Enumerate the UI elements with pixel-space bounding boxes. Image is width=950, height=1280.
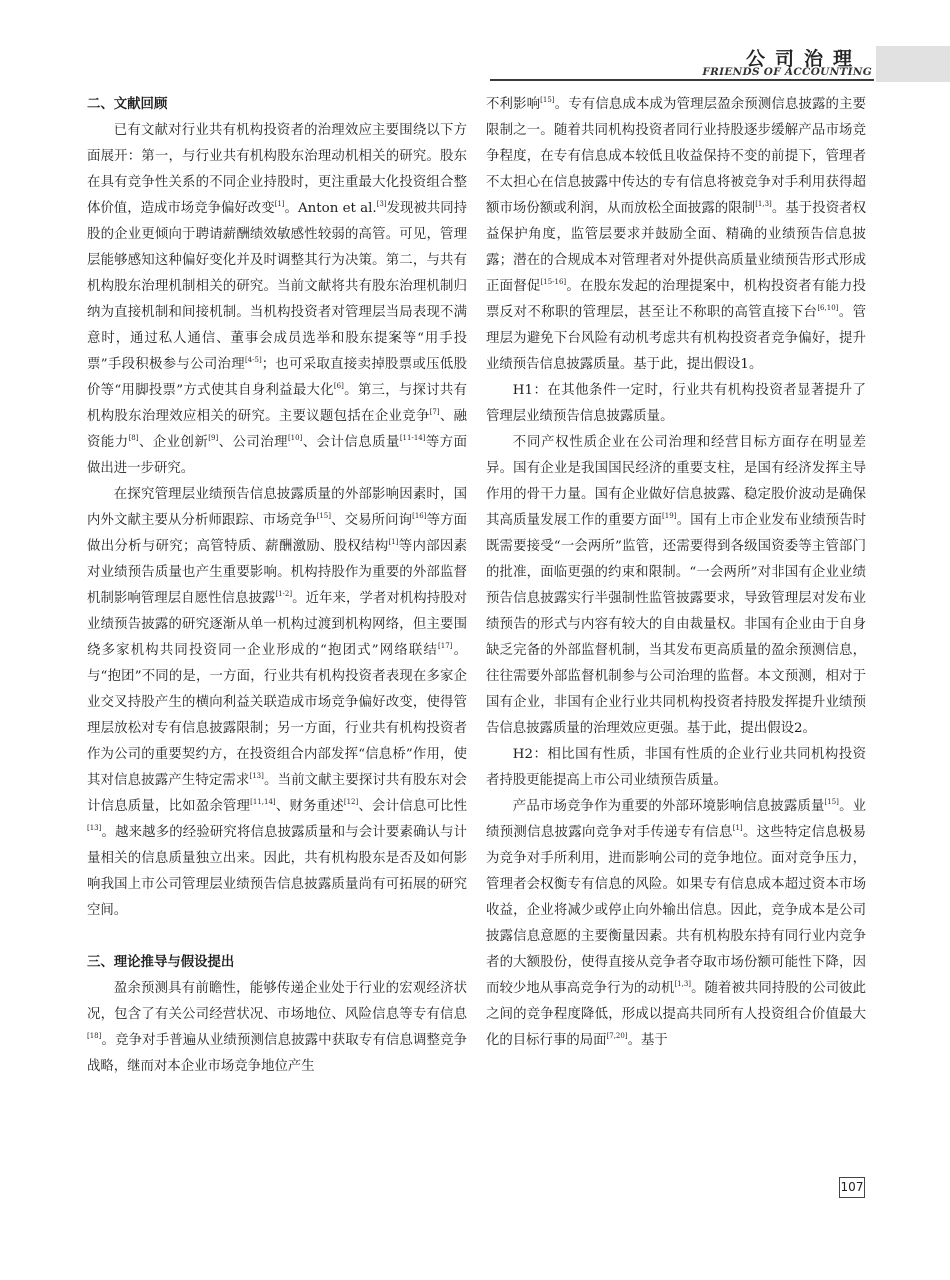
- text-run: 不利影响: [486, 97, 541, 112]
- paragraph: [87, 118, 467, 482]
- text-run: 。专有信息成本成为管理层盈余预测信息披露的主要限制之一。随着共同机构投资者同行业持股逐步缓解产品市场竞争程度，在专有信息成本较低且收益保持不变的前提下，管理者不太担心在信息披露中传达的专有信息将被竞争对手利用获得超额市场份额或利润，从而放松全面披露的限制: [486, 97, 867, 216]
- text-run: 。当前文献主要探讨共有股东对会计信息质量，比如盈余管理: [87, 773, 467, 814]
- section-heading: 三、理论推导与假设提出: [87, 955, 235, 970]
- citation: [18]: [87, 1032, 102, 1040]
- text-run: 不同产权性质企业在公司治理和经营目标方面存在明显差异。国有企业是我国国民经济的重要支柱，是国有经济发挥主导作用的骨干力量。国有企业做好信息披露、稳定股价波动是确保其高质量发展工作的重要方面: [486, 435, 866, 528]
- text-run: 。越来越多的经验研究将信息披露质量和与会计要素确认与计量相关的信息质量独立出来。因此，共有机构股东是否及如何影响我国上市公司管理层业绩预告信息披露质量尚有可拓展的研究空间。: [87, 825, 467, 918]
- citation: [1]: [732, 824, 743, 832]
- citation: [1,3]: [755, 200, 772, 208]
- paragraph: [486, 378, 866, 430]
- citation: [17]: [438, 642, 453, 650]
- text-run: 、企业创新: [138, 435, 209, 450]
- citation: [15-16]: [540, 278, 567, 286]
- section-heading: 二、文献回顾: [87, 97, 168, 112]
- citation: [9]: [208, 434, 219, 442]
- citation: [1]: [274, 200, 285, 208]
- citation: [15]: [540, 96, 555, 104]
- text-run: 。近年来，学者对机构持股对业绩预告披露的研究逐渐从单一机构过渡到机构网络，但主要围绕多家机构共同投资同一企业形成的“抱团式”网络联结: [87, 591, 467, 658]
- page-number: 107: [839, 1177, 865, 1198]
- text-run: 等方面做出分析与研究；高管特质、薪酬激励、股权结构: [87, 513, 468, 554]
- text-run: 、财务重述: [275, 799, 344, 814]
- text-run: 。第三，与探讨共有机构股东治理效应相关的研究。主要议题包括在企业竞争: [87, 383, 468, 424]
- header-gray-tab: [876, 46, 950, 82]
- text-run: 。与“抱团”不同的是，一方面，行业共有机构投资者表现在多家企业交叉持股产生的横向利益关联造成市场竞争偏好改变，使得管理层放松对专有信息披露限制；另一方面，行业共有机构投资者作为公司的重要契约方，在投资组合内部发挥“信息桥”作用，使其对信息披露产生特定需求: [87, 643, 467, 788]
- citation: [7]: [429, 408, 440, 416]
- text-run: 。竞争对手普遍从业绩预测信息披露中获取专有信息调整竞争战略，继而对本企业市场竞争地位产生: [87, 1033, 467, 1074]
- citation: [3]: [376, 200, 387, 208]
- text-run: 、会计信息质量: [302, 435, 400, 450]
- journal-name: FRIENDS OF ACCOUNTING: [702, 66, 872, 78]
- text-run: 。这些特定信息极易为竞争对手所利用，进而影响公司的竞争地位。面对竞争压力，管理者会权衡专有信息的风险。如果专有信息成本超过资本市场收益，企业将减少或停止向外输出信息。因此，竞争成本是公司披露信息意愿的主要衡量因素。共有机构股东持有同行业内竞争者的大额股份，使得直接从竞争者夺取市场份额可能性下降，因而较少地从事高竞争行为的动机: [486, 825, 866, 996]
- citation: [11-14]: [399, 434, 426, 442]
- text-run: 。业绩预测信息披露向竞争对手传递专有信息: [486, 799, 867, 840]
- citation: [16]: [412, 512, 427, 520]
- text-run: 在探究管理层业绩预告信息披露质量的外部影响因素时，国内外文献主要从分析师跟踪、市场竞争: [87, 487, 467, 528]
- text-run: H1：在其他条件一定时，行业共有机构投资者显著提升了管理层业绩预告信息披露质量。: [486, 383, 866, 424]
- text-run: 。Anton et al.: [284, 201, 377, 216]
- text-run: H2：相比国有性质，非国有性质的企业行业共同机构投资者持股更能提高上市公司业绩预告质量。: [486, 747, 866, 788]
- paragraph: [87, 482, 467, 924]
- paragraph: [486, 794, 866, 1054]
- citation: [13]: [87, 824, 102, 832]
- header-rule: [490, 79, 874, 81]
- citation: [15]: [316, 512, 331, 520]
- citation: [4-5]: [244, 356, 262, 364]
- right-column: [486, 92, 866, 1054]
- citation: [1-2]: [275, 590, 293, 598]
- text-run: 。管理层为避免下台风险有动机考虑共有机构投资者竞争偏好，提升业绩预告信息披露质量。基于此，提出假设1。: [486, 305, 867, 372]
- citation: [1]: [388, 538, 399, 546]
- text-run: 。基于: [627, 1033, 668, 1048]
- text-run: 等内部因素对业绩预告质量也产生重要影响。机构持股作为重要的外部监督机制影响管理层自愿性信息披露: [87, 539, 468, 606]
- text-run: 盈余预测具有前瞻性，能够传递企业处于行业的宏观经济状况，包含了有关公司经营状况、市场地位、风险信息等专有信息: [87, 981, 467, 1022]
- citation: [6]: [333, 382, 344, 390]
- text-run: 。国有上市企业发布业绩预告时既需要接受“一会两所”监管，还需要得到各级国资委等主管部门的批准，面临更强的约束和限制。“一会两所”对非国有企业业绩预告信息披露实行半强制性监管披露要求，导致管理层对发布业绩预告的形式与内容有较大的自由裁量权。非国有企业由于自身缺乏完备的外部监督机制，当其发布更高质量的盈余预测信息，往往需要外部监督机制参与公司治理的监督。本文预测，相对于国有企业，非国有企业行业共同机构投资者持股发挥提升业绩预告信息披露质量的治理效应更强。基于此，提出假设2。: [486, 513, 867, 736]
- text-run: 产品市场竞争作为重要的外部环境影响信息披露质量: [512, 799, 825, 814]
- text-run: 、交易所问询: [330, 513, 413, 528]
- citation: [6,10]: [817, 304, 839, 312]
- text-run: 。在股东发起的治理提案中，机构投资者有能力投票反对不称职的管理层，甚至让不称职的高管直接下台: [486, 279, 866, 320]
- text-run: 、公司治理: [218, 435, 288, 450]
- citation: [7,20]: [606, 1032, 628, 1040]
- text-run: 。随着被共同持股的公司彼此之间的竞争程度降低，形成以提高共同所有人投资组合价值最大化的目标行事的局面: [486, 981, 867, 1048]
- journal-section-title: 公司治理: [745, 48, 862, 70]
- paragraph: [486, 92, 866, 378]
- citation: [12]: [343, 798, 359, 806]
- citation: [19]: [662, 512, 677, 520]
- text-run: ；也可采取直接卖掉股票或压低股价等“用脚投票”方式使其自身利益最大化: [87, 357, 467, 398]
- paragraph: [486, 430, 866, 742]
- citation: [1,3]: [674, 980, 692, 988]
- text-run: 发现被共同持股的企业更倾向于聘请薪酬绩效敏感性较弱的高管。可见，管理层能够感知这种偏好变化并及时调整其行为决策。第二，与共有机构股东治理机制相关的研究。当前文献将共有股东治理机制归纳为直接机制和间接机制。当机构投资者对管理层当局表现不满意时，通过私人通信、董事会成员选举和股东提案等“用手投票”手段积极参与公司治理: [87, 201, 468, 372]
- paragraph: [486, 742, 866, 794]
- section-spacer: [87, 924, 467, 950]
- text-run: 、会计信息可比性: [358, 799, 468, 814]
- citation: [13]: [249, 772, 264, 780]
- citation: [10]: [287, 434, 303, 442]
- text-run: 等方面做出进一步研究。: [87, 435, 468, 476]
- citation: [15]: [824, 798, 839, 806]
- text-run: 、融资能力: [87, 409, 468, 450]
- citation: [11,14]: [250, 798, 276, 806]
- citation: [8]: [128, 434, 139, 442]
- text-run: 。基于投资者权益保护角度，监管层要求并鼓励全面、精确的业绩预告信息披露；潜在的合规成本对管理者对外提供高质量业绩预告形式形成正面督促: [486, 201, 867, 294]
- paragraph: [87, 976, 467, 1080]
- left-column: [87, 92, 467, 1080]
- text-run: 已有文献对行业共有机构投资者的治理效应主要围绕以下方面展开：第一，与行业共有机构股东治理动机相关的研究。股东在具有竞争性关系的不同企业持股时，更注重最大化投资组合整体价值，造成市场竞争偏好改变: [87, 123, 467, 216]
